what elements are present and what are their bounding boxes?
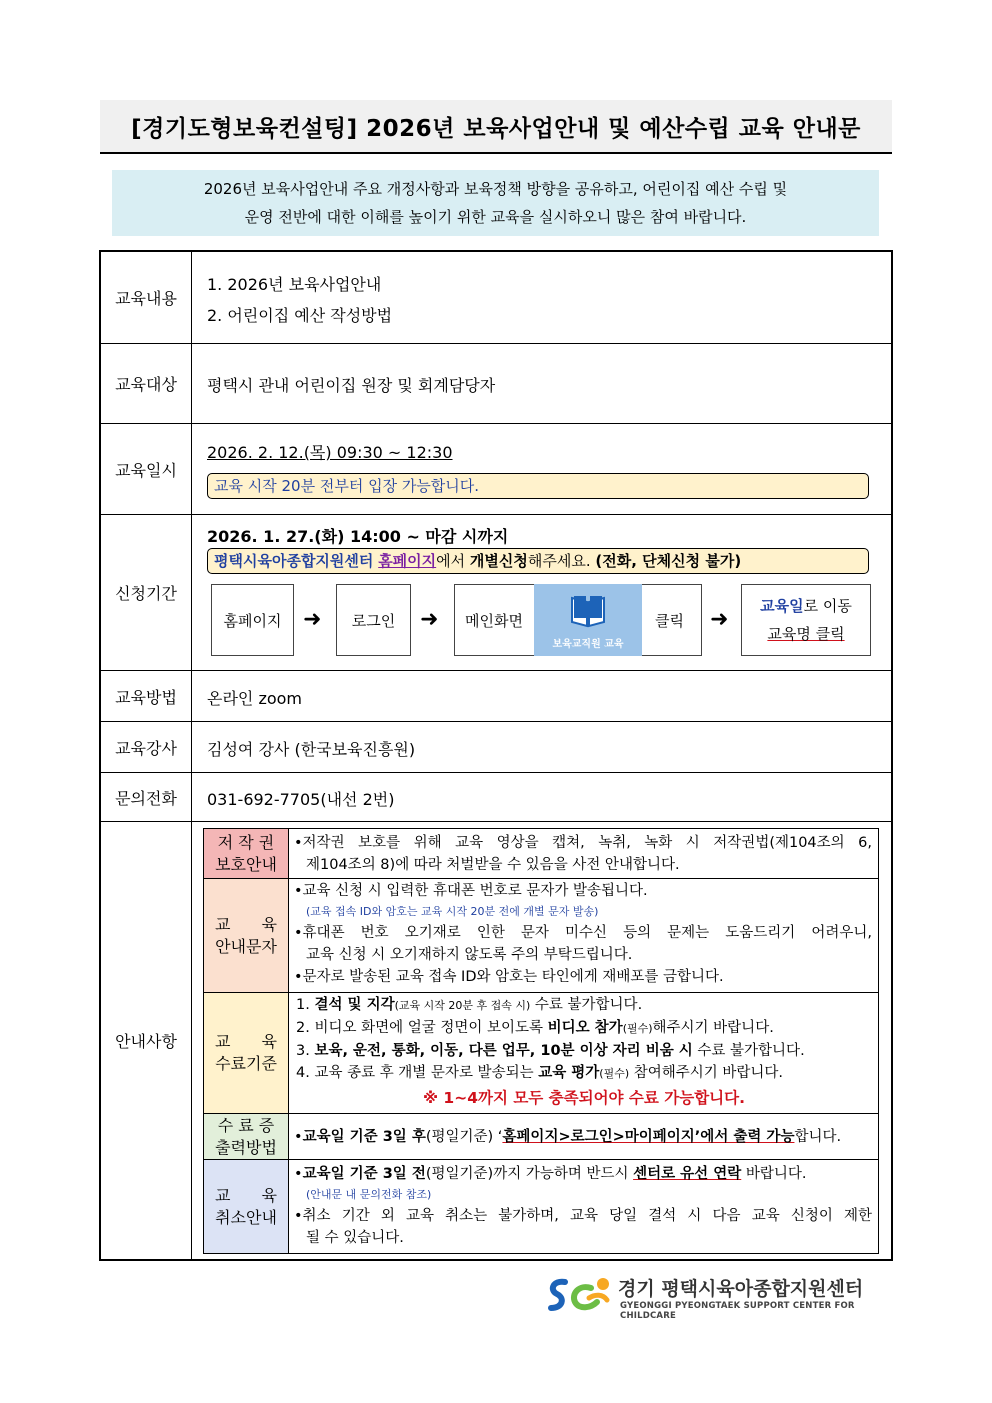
certificate-text <box>294 1126 872 1148</box>
label-date: 교육일시 <box>101 424 192 514</box>
step-login: 로그인 <box>336 584 411 656</box>
step-edu-day-move: 로 이동 <box>803 597 852 615</box>
completion-1-bold: 결석 및 지각 <box>314 997 395 1013</box>
completion-text <box>296 994 872 1112</box>
guide-cancel <box>204 1160 878 1253</box>
label-lecturer: 교육강사 <box>101 722 192 772</box>
arrow-icon: ➜ <box>420 607 439 632</box>
intro-line-1: 2026년 보육사업안내 주요 개정사항과 보육정책 방향을 공유하고, 어린이집 예산 수립 및 <box>203 180 788 198</box>
certificate-end: 합니다. <box>794 1129 842 1145</box>
guide-copyright <box>204 829 878 879</box>
completion-4-small: (필수) <box>599 1067 630 1080</box>
copyright-line-2: 제104조의 8)에 따라 처벌받을 수 있음을 사전 안내합니다. <box>306 857 680 873</box>
arrow-icon: ➜ <box>303 607 322 632</box>
date-note: 교육 시작 20분 전부터 입장 가능합니다. <box>207 473 869 499</box>
cancel-text <box>294 1163 872 1249</box>
completion-line-2 <box>296 1017 872 1040</box>
info-table <box>99 250 893 1261</box>
apply-period: 2026. 1. 27.(화) 14:00 ~ 마감 시까지 <box>207 527 509 546</box>
completion-line-4 <box>296 1062 872 1085</box>
method-text: 온라인 zoom <box>207 689 303 708</box>
certificate-bullet: • <box>294 1129 303 1145</box>
completion-2-bold: 비디오 참가 <box>547 1020 623 1036</box>
apply-note-end: 해주세요. <box>527 552 591 570</box>
content-item-2: 2. 어린이집 예산 작성방법 <box>207 306 393 325</box>
step-edu-day-line1 <box>760 592 852 620</box>
step-main-label: 메인화면 <box>465 612 523 630</box>
certificate-mid: (평일기준) ‘ <box>425 1129 503 1145</box>
completion-1-small: (교육 시작 20분 후 접속 시) <box>394 999 531 1012</box>
sms-line-4: 교육 신청 시 오기재하지 않도록 주의 부탁드립니다. <box>306 947 633 963</box>
sms-text <box>294 880 872 988</box>
step-homepage: 홈페이지 <box>211 584 294 656</box>
completion-4-a: 4. 교육 종료 후 개별 문자로 발송되는 <box>296 1065 534 1081</box>
banner-caption: 보육교직원 교육 <box>552 639 624 650</box>
certificate-path: 홈페이지>로그인>마이페이지’에서 출력 가능 <box>502 1129 795 1145</box>
page-title: [경기도형보육컨설팅] 2026년 보육사업안내 및 예산수립 교육 안내문 <box>100 100 892 154</box>
completion-3-end: 수료 불가합니다. <box>697 1043 805 1059</box>
guide-inner-table <box>203 828 879 1254</box>
completion-label-1: 교 육 <box>215 1032 277 1051</box>
sms-label <box>204 879 289 992</box>
row-lecturer <box>101 722 891 773</box>
apply-note-mid: 에서 <box>436 552 466 570</box>
completion-line-3 <box>296 1040 872 1062</box>
book-icon <box>568 594 608 628</box>
copyright-line-1: •저작권 보호를 위해 교육 영상을 캡쳐, 녹취, 녹화 시 저작권법(제104조의 6, <box>294 835 872 851</box>
completion-4-end: 참여해주시기 바랍니다. <box>633 1065 784 1081</box>
row-target <box>101 344 891 424</box>
contact-text: 031-692-7705(내선 2번) <box>207 790 395 809</box>
intro-banner <box>112 170 879 236</box>
sms-label-2: 안내문자 <box>215 936 277 956</box>
completion-2-small: (필수) <box>622 1022 653 1035</box>
intro-line-2: 운영 전반에 대한 이해를 높이기 위한 교육을 실시하오니 많은 참여 바랍니다. <box>244 208 747 226</box>
row-contact <box>101 773 891 822</box>
row-guide <box>101 822 891 1259</box>
label-contact: 문의전화 <box>101 773 192 821</box>
footer-org-en: GYEONGGI PYEONGTAEK SUPPORT CENTER FOR CHILDCARE <box>620 1301 855 1321</box>
step-edu-day <box>741 584 871 656</box>
arrow-icon: ➜ <box>710 607 729 632</box>
apply-note-center: 평택시육아종합지원센터 <box>214 552 374 570</box>
guide-certificate <box>204 1114 878 1160</box>
completion-1-num: 1. <box>296 997 310 1013</box>
row-date <box>101 424 891 515</box>
completion-2-end: 해주시기 바랍니다. <box>652 1020 774 1036</box>
label-apply: 신청기간 <box>101 515 192 670</box>
step-click-label: 클릭 <box>655 612 684 630</box>
apply-note-indiv: 개별신청 <box>469 552 528 570</box>
cancel-label-2: 취소안내 <box>215 1207 277 1227</box>
certificate-label <box>204 1114 289 1159</box>
apply-note <box>207 548 869 574</box>
row-method <box>101 671 891 722</box>
label-content: 교육내용 <box>101 252 192 343</box>
completion-4-bold: 교육 평가 <box>538 1065 600 1081</box>
date-text: 2026. 2. 12.(목) 09:30 ~ 12:30 <box>207 443 453 462</box>
row-apply <box>101 515 891 671</box>
cancel-line-2: (안내문 내 문의전화 참조) <box>306 1188 432 1201</box>
copyright-label <box>204 829 289 878</box>
copyright-text <box>294 832 872 876</box>
sms-label-1: 교 육 <box>215 914 277 934</box>
copyright-label-2: 보호안내 <box>215 854 277 874</box>
cancel-bold-1: 교육일 기준 3일 전 <box>302 1166 426 1182</box>
certificate-label-2: 출력방법 <box>215 1137 277 1157</box>
apply-note-paren: (전화, 단체신청 불가) <box>595 552 742 570</box>
completion-3-bold: 보육, 운전, 통화, 이동, 다른 업무, 10분 이상 자리 비움 시 <box>314 1043 693 1059</box>
cancel-label <box>204 1160 289 1253</box>
sms-line-3: •휴대폰 번호 오기재로 인한 문자 미수신 등의 문제는 도움드리기 어려우니, <box>294 925 872 941</box>
target-text: 평택시 관내 어린이집 원장 및 회계담당자 <box>207 376 496 395</box>
completion-2-a: 2. 비디오 화면에 얼굴 정면이 보이도록 <box>296 1020 543 1036</box>
sms-line-1: •교육 신청 시 입력한 휴대폰 번호로 문자가 발송됩니다. <box>294 883 648 899</box>
completion-label-2: 수료기준 <box>215 1054 277 1073</box>
step-course-click: 교육명 클릭 <box>767 625 845 643</box>
content-item-1: 1. 2026년 보육사업안내 <box>207 275 382 294</box>
certificate-label-1: 수 료 증 <box>217 1115 275 1135</box>
cancel-line-1 <box>294 1163 872 1185</box>
label-method: 교육방법 <box>101 671 192 721</box>
sms-line-5: •문자로 발송된 교육 접속 ID와 암호는 타인에게 재배포를 금합니다. <box>294 969 724 985</box>
cancel-line-3: •취소 기간 외 교육 취소는 불가하며, 교육 당일 결석 시 다음 교육 신청이 제한 <box>294 1208 872 1224</box>
sms-line-2: (교육 접속 ID와 암호는 교육 시작 20분 전에 개별 문자 발송) <box>306 905 599 918</box>
cancel-bold-2: 센터로 유선 연락 <box>633 1166 742 1182</box>
step-edu-day-bold: 교육일 <box>760 597 804 615</box>
childcare-education-banner <box>534 584 642 656</box>
footer-logo <box>545 1270 895 1320</box>
center-logo-icon <box>545 1274 615 1316</box>
copyright-label-1: 저 작 권 <box>217 832 275 852</box>
cancel-end: 바랍니다. <box>745 1166 807 1182</box>
completion-warning: ※ 1~4까지 모두 충족되어야 수료 가능합니다. <box>422 1089 746 1107</box>
label-target: 교육대상 <box>101 344 192 423</box>
cancel-line-4: 될 수 있습니다. <box>306 1230 404 1246</box>
cancel-bullet: • <box>294 1166 303 1182</box>
label-guide: 안내사항 <box>101 822 192 1259</box>
lecturer-text: 김성여 강사 (한국보육진흥원) <box>207 740 416 759</box>
certificate-bold: 교육일 기준 3일 후 <box>302 1129 426 1145</box>
completion-3-num: 3. <box>296 1043 310 1059</box>
completion-1-end: 수료 불가합니다. <box>534 997 643 1013</box>
completion-line-1 <box>296 994 872 1017</box>
row-content <box>101 252 891 344</box>
footer-org-kr: 경기 평택시육아종합지원센터 <box>618 1278 864 1300</box>
cancel-label-1: 교 육 <box>215 1185 277 1205</box>
cancel-mid: (평일기준)까지 가능하며 반드시 <box>425 1166 629 1182</box>
guide-sms <box>204 879 878 993</box>
guide-completion <box>204 993 878 1114</box>
completion-label <box>204 993 289 1113</box>
apply-note-home: 홈페이지 <box>378 552 437 570</box>
